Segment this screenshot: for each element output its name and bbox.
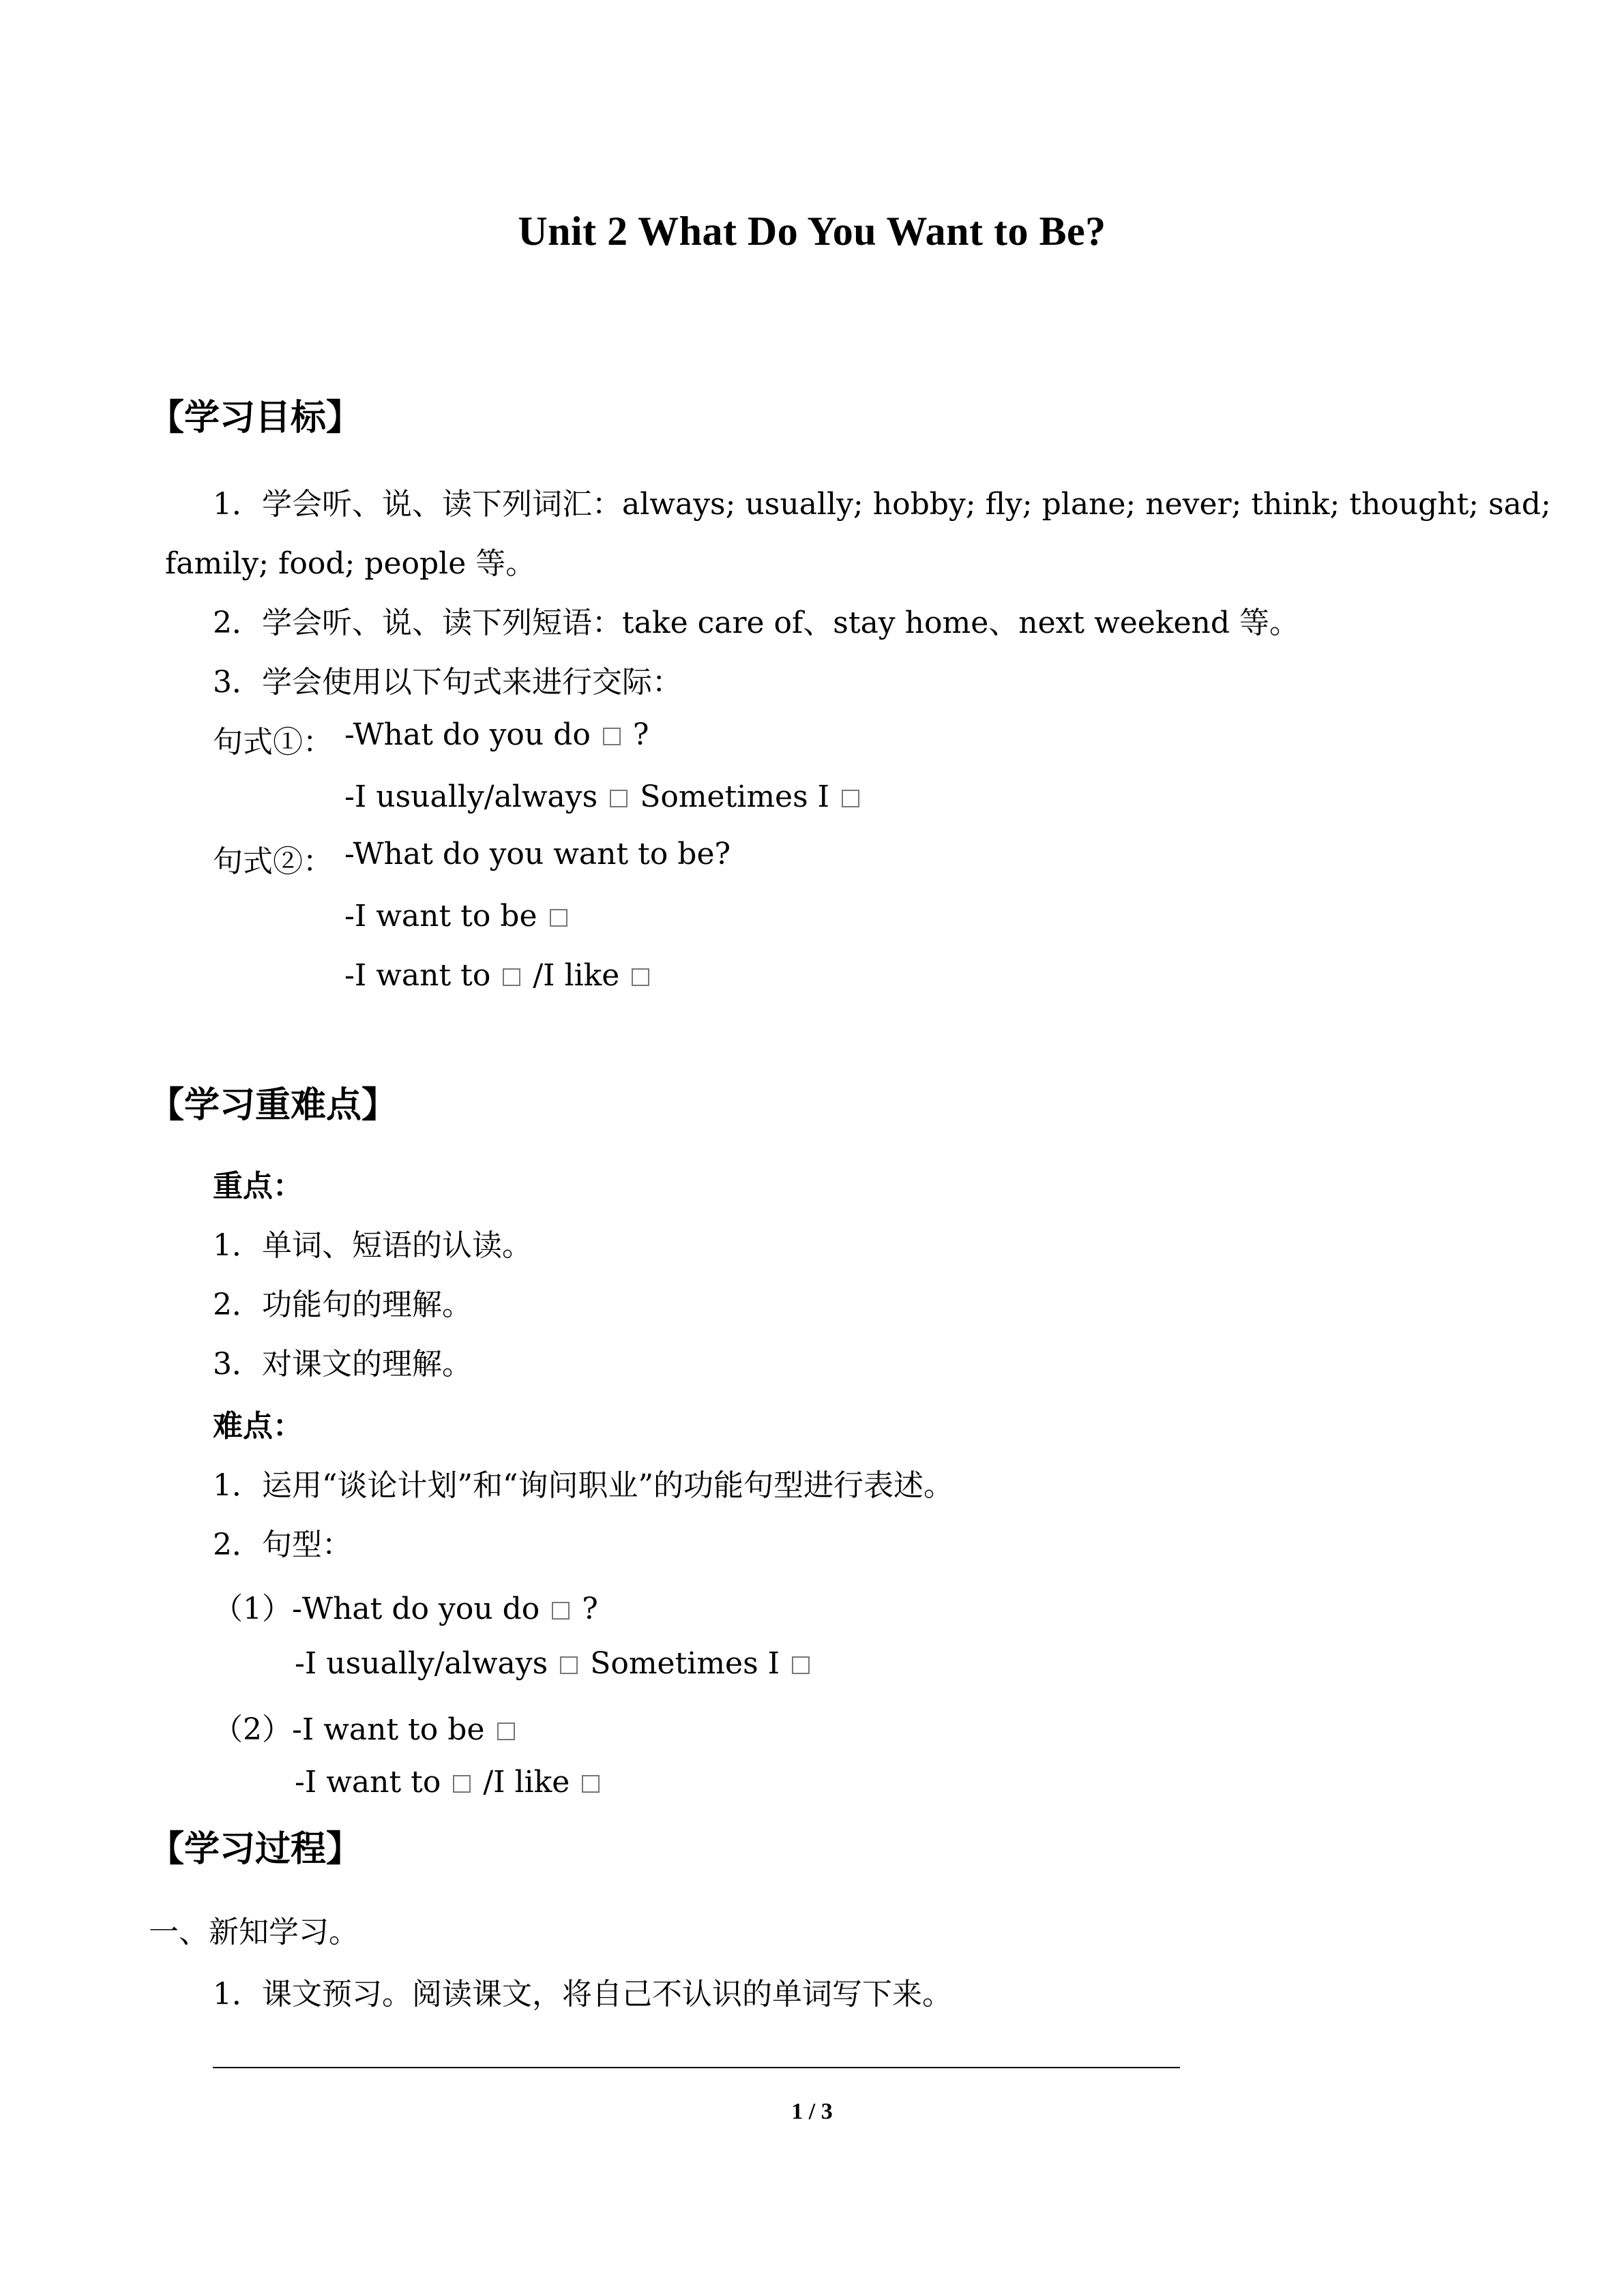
blank-box [550,909,567,927]
key-point-3: 3．对课文的理解。 [213,1347,472,1382]
pattern-text: （2）-I want to be [213,1712,485,1747]
pattern-text: -I want to be [344,899,537,934]
pattern-1-line-2 [344,779,862,814]
pattern-2-line-1: -What do you want to be? [344,837,731,871]
page-title: Unit 2 What Do You Want to Be? [518,209,1106,254]
difficult-points-label: 难点： [213,1409,303,1444]
pattern-text: ? [632,717,649,752]
pattern-text: /I like [533,958,620,993]
pattern-text: -I usually/always [344,779,598,814]
blank-box [603,728,621,745]
goal-item-2: 2．学会听、说、读下列短语：take care of、stay home、next weekend 等。 [213,606,1300,640]
pattern-text: -What do you do [344,717,591,752]
blank-box [503,968,520,986]
goal-item-1-cont: family; food; people 等。 [165,546,536,581]
blank-box [497,1723,515,1740]
pattern-1-label: 句式①： [213,725,333,760]
sentence-1-line-1 [213,1584,598,1628]
blank-box [582,1775,600,1793]
pattern-text: -I usually/always [295,1646,548,1681]
process-part-1: 一、新知学习。 [149,1915,359,1950]
footer-divider [213,2067,1180,2068]
blank-box [792,1656,810,1674]
pattern-2-label: 句式②： [213,844,333,879]
key-points-label: 重点： [213,1169,303,1204]
pattern-text: -I want to [344,958,491,993]
pattern-2-line-2 [344,899,570,934]
blank-box [552,1602,570,1620]
blank-box [632,968,649,986]
goal-item-3: 3．学会使用以下句式来进行交际： [213,665,682,700]
pattern-text: ? [582,1592,598,1626]
page-number: 1 / 3 [791,2099,833,2124]
section-heading-process: 【学习过程】 [149,1828,362,1870]
process-step-1: 1．课文预习。阅读课文，将自己不认识的单词写下来。 [213,1977,952,2012]
key-point-1: 1．单词、短语的认读。 [213,1228,532,1263]
difficult-point-1: 1．运用“谈论计划”和“询问职业”的功能句型进行表述。 [213,1468,954,1503]
blank-box [560,1656,578,1674]
pattern-2-line-3 [344,958,652,993]
section-heading-goals: 【学习目标】 [149,397,362,438]
key-point-2: 2．功能句的理解。 [213,1287,472,1322]
difficult-point-2: 2．句型： [213,1527,352,1562]
blank-box [842,790,859,807]
sentence-2-line-2 [295,1765,602,1800]
sentence-1-line-2 [295,1646,812,1681]
pattern-text: Sometimes I [640,779,830,814]
sentence-2-line-1 [213,1705,518,1748]
pattern-text: Sometimes I [590,1646,780,1681]
pattern-text: （1）-What do you do [213,1592,540,1626]
blank-box [610,790,628,807]
blank-box [453,1775,471,1793]
goal-item-1: 1．学会听、说、读下列词汇：always; usually; hobby; fly; plane; never; think; thought; sad; [213,487,1551,522]
section-heading-key-points: 【学习重难点】 [149,1084,398,1126]
pattern-1-line-1 [344,717,649,752]
pattern-text: -I want to [295,1765,441,1800]
pattern-text: /I like [483,1765,570,1800]
